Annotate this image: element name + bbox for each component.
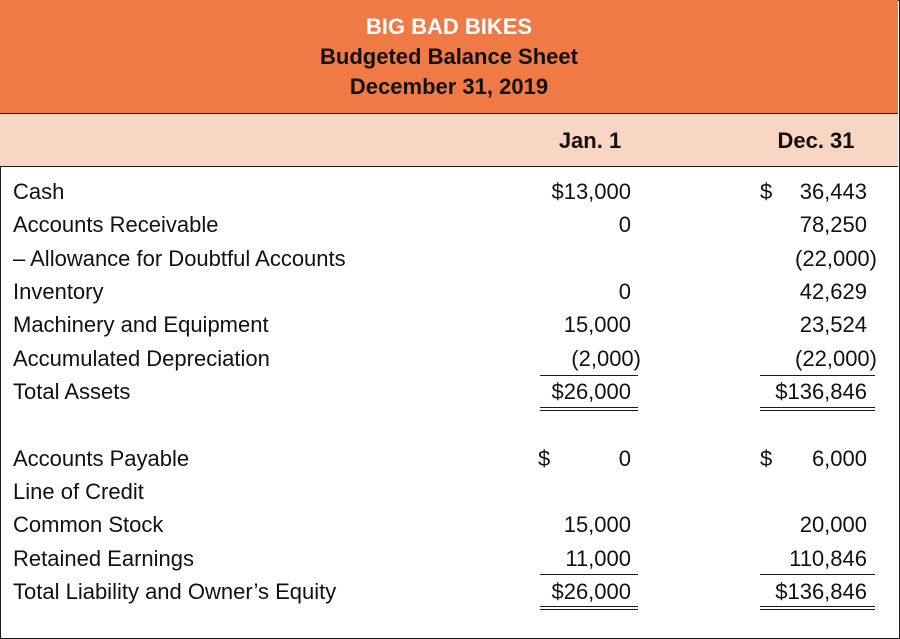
row-label: Accounts Payable: [13, 446, 190, 471]
company-name: BIG BAD BIKES: [365, 14, 533, 39]
value-jan: 0: [618, 212, 631, 237]
value-jan: 11,000: [565, 546, 631, 571]
sheet-date: December 31, 2019: [349, 74, 549, 99]
row-common-stock: [0, 508, 898, 541]
value-dec: $136,846: [775, 379, 867, 404]
value-jan: 15,000: [563, 312, 631, 337]
value-dec: 110,846: [789, 546, 867, 571]
row-label: Total Liability and Owner’s Equity: [13, 579, 337, 604]
value-dec: 42,629: [799, 279, 867, 304]
value-jan: $13,000: [551, 179, 631, 204]
total-double-rule-dec: [760, 407, 875, 411]
value-jan: 0: [618, 279, 631, 304]
row-total-liability-equity: [0, 575, 898, 608]
row-label: – Allowance for Doubtful Accounts: [13, 246, 346, 271]
sheet-title: Budgeted Balance Sheet: [320, 44, 578, 69]
total-double-rule-jan: [540, 606, 638, 610]
column-header-row: [0, 114, 898, 167]
value-jan: $26,000: [551, 579, 631, 604]
row-inventory: [0, 275, 898, 308]
row-total-assets: [0, 375, 898, 408]
value-dec: 36,443: [799, 179, 867, 204]
value-jan: 0: [618, 446, 631, 471]
row-label: Inventory: [13, 279, 104, 304]
row-label: Accumulated Depreciation: [13, 346, 270, 371]
value-dec: 20,000: [799, 512, 867, 537]
column-header-jan: Jan. 1: [558, 128, 622, 153]
row-label: Cash: [13, 179, 65, 204]
total-double-rule-dec: [760, 606, 875, 610]
value-dec: $136,846: [775, 579, 867, 604]
row-label: Total Assets: [13, 379, 131, 404]
row-retained-earnings: [0, 542, 898, 575]
value-jan: 15,000: [563, 512, 631, 537]
value-jan: (2,000): [571, 346, 641, 371]
value-dec: 23,524: [799, 312, 867, 337]
row-label: Retained Earnings: [13, 546, 195, 571]
currency-dec: $: [760, 446, 773, 471]
row-accounts-payable: [0, 442, 898, 475]
row-machinery-equipment: [0, 308, 898, 341]
row-cash: [0, 175, 898, 208]
row-label: Common Stock: [13, 512, 164, 537]
total-double-rule-jan: [540, 407, 638, 411]
row-label: Line of Credit: [13, 479, 144, 504]
row-accounts-receivable: [0, 208, 898, 241]
value-jan: $26,000: [551, 379, 631, 404]
row-label: Machinery and Equipment: [13, 312, 269, 337]
row-accumulated-depreciation: [0, 342, 898, 375]
sheet-header: [0, 0, 898, 114]
currency-jan: $: [538, 446, 551, 471]
row-label: Accounts Receivable: [13, 212, 219, 237]
column-header-dec: Dec. 31: [777, 128, 855, 153]
value-dec: 78,250: [799, 212, 867, 237]
value-dec: (22,000): [795, 346, 877, 371]
row-allowance-doubtful: [0, 242, 898, 275]
value-dec: (22,000): [795, 246, 877, 271]
currency-dec: $: [760, 179, 773, 204]
row-line-of-credit: [0, 475, 898, 508]
value-dec: 6,000: [811, 446, 867, 471]
